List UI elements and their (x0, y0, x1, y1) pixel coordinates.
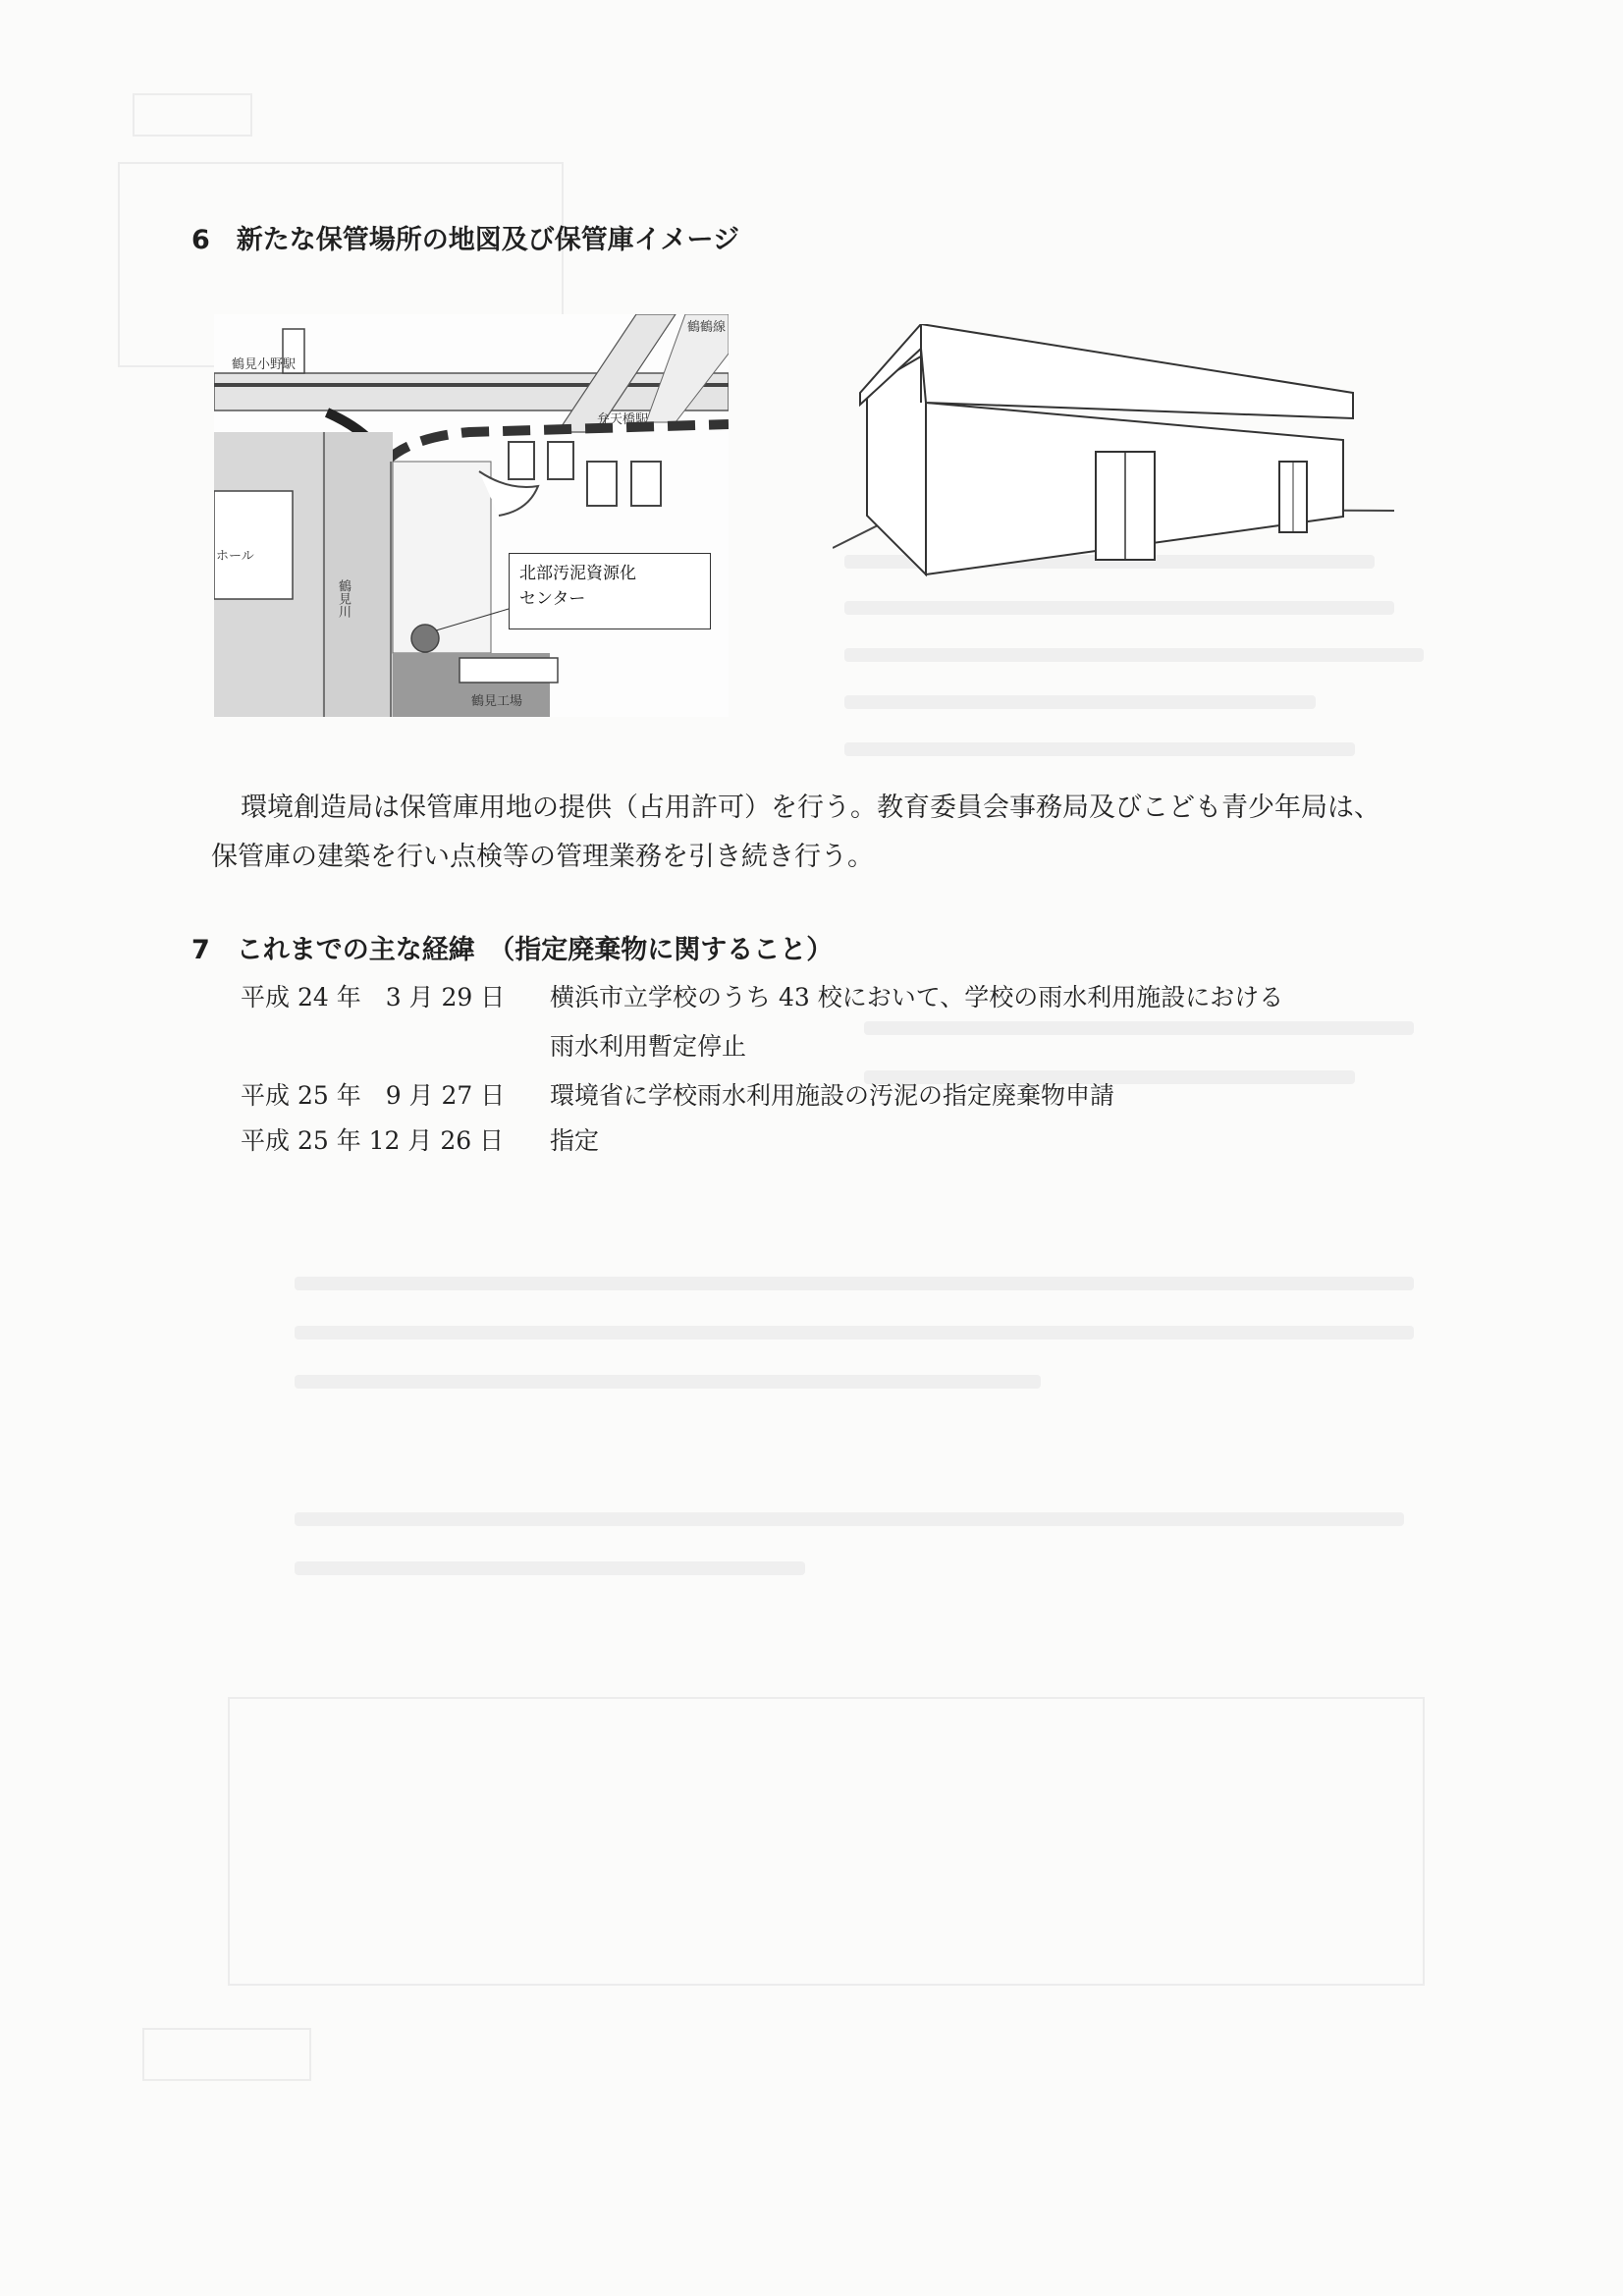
location-marker (411, 625, 439, 652)
map-label-hall: ホール (216, 549, 254, 564)
timeline-date: 平成 25 年 9 月 27 日 (241, 1081, 506, 1110)
bleed-through-footer-box (142, 2028, 311, 2081)
bleed-through-header-box (133, 93, 252, 137)
map-label-station-1: 鶴見小野駅 (232, 357, 297, 372)
timeline-description: 横浜市立学校のうち 43 校において、学校の雨水利用施設における (550, 983, 1284, 1011)
map-callout (509, 553, 711, 629)
bleed-through-line (295, 1277, 1414, 1290)
map-label-river: 鶴見川 (336, 579, 351, 618)
section-6-title: 6 新たな保管場所の地図及び保管庫イメージ (191, 225, 739, 255)
timeline-description: 雨水利用暫定停止 (550, 1032, 747, 1061)
section-6-paragraph-line-1: 環境創造局は保管庫用地の提供（占用許可）を行う。教育委員会事務局及びこども青少年局は、 (241, 793, 1380, 823)
storage-shed-illustration (833, 324, 1394, 609)
map-label-station-2: 弁天橋駅 (597, 412, 649, 427)
callout-line-1: 北部汚泥資源化 (519, 564, 636, 583)
bleed-through-line (844, 648, 1424, 662)
bleed-through-line (864, 1021, 1414, 1035)
section-6-paragraph-line-2: 保管庫の建築を行い点検等の管理業務を引き続き行う。 (211, 842, 874, 872)
section-7-title: 7 これまでの主な経緯 （指定廃棄物に関すること） (191, 935, 834, 965)
timeline-description: 指定 (550, 1126, 600, 1155)
bleed-through-lower-table (228, 1697, 1425, 1986)
bleed-through-line (295, 1512, 1404, 1526)
bleed-through-line (844, 742, 1355, 756)
location-map (214, 314, 729, 717)
timeline-date: 平成 24 年 3 月 29 日 (241, 983, 506, 1011)
timeline-date: 平成 25 年 12 月 26 日 (241, 1126, 505, 1155)
bleed-through-line (295, 1375, 1041, 1389)
bleed-through-line (295, 1326, 1414, 1339)
map-label-factory: 鶴見工場 (471, 694, 523, 709)
bleed-through-line (844, 695, 1316, 709)
map-label-corner: 鶴鶴線 (687, 320, 727, 335)
callout-line-2: センター (519, 589, 586, 609)
timeline-description: 環境省に学校雨水利用施設の汚泥の指定廃棄物申請 (550, 1081, 1115, 1110)
map-drawing (214, 314, 729, 717)
bleed-through-line (295, 1561, 805, 1575)
